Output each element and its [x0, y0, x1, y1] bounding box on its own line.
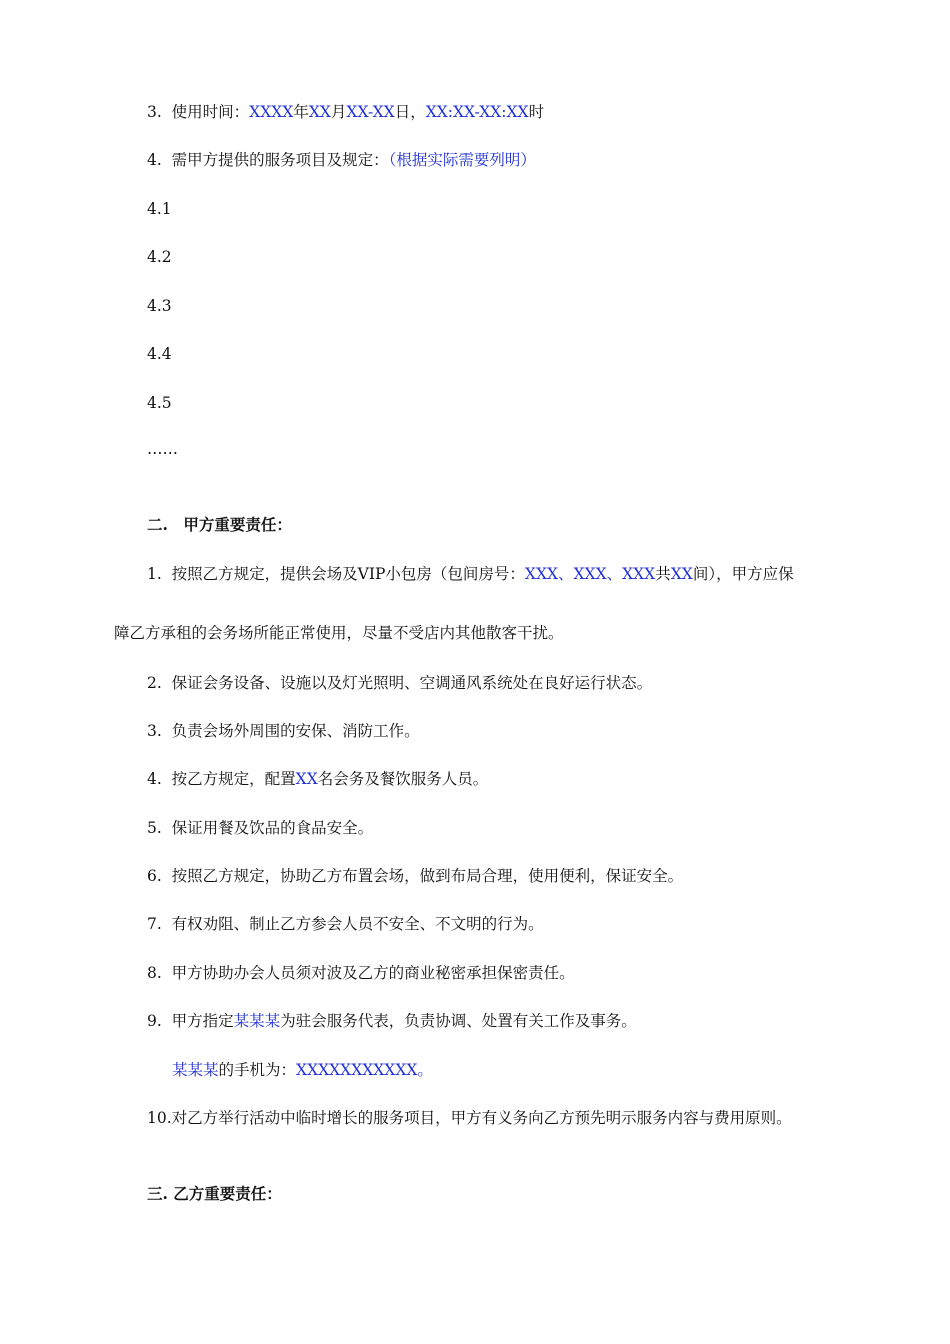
item-number: 3. — [147, 103, 162, 121]
item-number: 1. — [147, 565, 162, 583]
party-a-item-8: 8. 甲方协助办会人员须对波及乙方的商业秘密承担保密责任。 — [147, 964, 575, 982]
item-number: 7. — [147, 915, 162, 933]
placeholder-phone-number: XXXXXXXXXXX。 — [296, 1061, 433, 1079]
subitem-4-1: 4.1 — [147, 200, 172, 218]
party-a-item-6: 6. 按照乙方规定，协助乙方布置会场，做到布局合理，使用便利，保证安全。 — [147, 867, 684, 885]
party-a-item-10: 10.对乙方举行活动中临时增长的服务项目，甲方有义务向乙方预先明示服务内容与费用原则。 — [147, 1109, 792, 1127]
item-number: 4. — [147, 151, 162, 169]
placeholder-room-count: XX — [670, 565, 693, 583]
placeholder-room-numbers: XXX、XXX、XXX — [524, 565, 656, 583]
placeholder-month: XX — [308, 103, 331, 121]
item-number: 8. — [147, 964, 162, 982]
placeholder-representative: 某某某 — [172, 1061, 219, 1079]
subitem-4-4: 4.4 — [147, 345, 172, 363]
subitem-4-2: 4.2 — [147, 248, 172, 266]
subitem-4-3: 4.3 — [147, 297, 172, 315]
placeholder-hours: XX:XX-XX:XX — [425, 103, 529, 121]
item-number: 5. — [147, 819, 162, 837]
party-a-item-9: 9. 甲方指定某某某为驻会服务代表，负责协调、处置有关工作及事务。 — [147, 1012, 637, 1030]
item-number: 2. — [147, 674, 162, 692]
item-3-usage-time: 3. 使用时间：XXXX年XX月XX-XX日，XX:XX-XX:XX时 — [147, 103, 545, 121]
placeholder-days: XX-XX — [346, 103, 395, 121]
party-a-item-3: 3. 负责会场外周围的安保、消防工作。 — [147, 722, 420, 740]
party-a-item-5: 5. 保证用餐及饮品的食品安全。 — [147, 819, 374, 837]
placeholder-year: XXXX — [249, 103, 294, 121]
party-a-item-1: 1. 按照乙方规定，提供会场及VIP小包房（包间房号：XXX、XXX、XXX共XX间），甲方应保 — [147, 565, 794, 583]
party-a-item-7: 7. 有权劝阻、制止乙方参会人员不安全、不文明的行为。 — [147, 915, 544, 933]
placeholder-staff-count: XX — [295, 770, 318, 788]
subitem-4-5: 4.5 — [147, 394, 172, 412]
ellipsis: …… — [147, 440, 178, 458]
party-a-item-1-continued: 障乙方承租的会务场所能正常使用，尽量不受店内其他散客干扰。 — [114, 624, 564, 642]
item-number: 6. — [147, 867, 162, 885]
item-number: 3. — [147, 722, 162, 740]
item-4-services: 4. 需甲方提供的服务项目及规定：（根据实际需要列明） — [147, 151, 536, 169]
party-a-item-2: 2. 保证会务设备、设施以及灯光照明、空调通风系统处在良好运行状态。 — [147, 674, 653, 692]
placeholder-representative: 某某某 — [233, 1012, 281, 1030]
representative-phone: 某某某的手机为：XXXXXXXXXXX。 — [172, 1061, 433, 1079]
item-number: 9. — [147, 1012, 162, 1030]
section-heading-party-b: 三. 乙方重要责任： — [147, 1184, 282, 1203]
section-heading-party-a: 二. 甲方重要责任： — [147, 515, 292, 534]
item-number: 4. — [147, 770, 162, 788]
party-a-item-4: 4. 按乙方规定，配置XX名会务及餐饮服务人员。 — [147, 770, 489, 788]
services-note: （根据实际需要列明） — [388, 151, 536, 169]
